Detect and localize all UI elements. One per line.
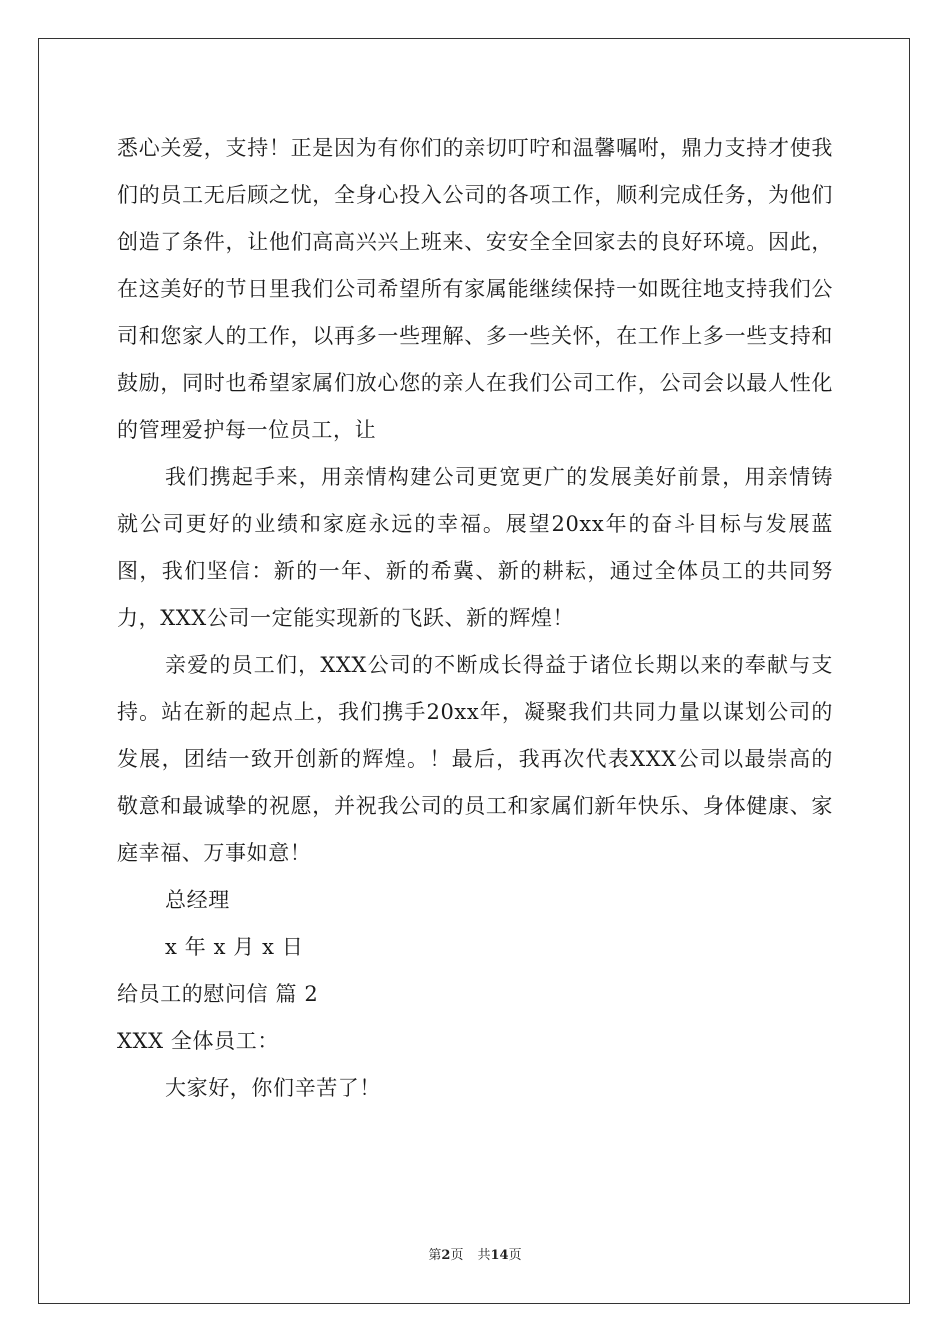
date-line: x 年 x 月 x 日 [165, 935, 304, 959]
total-prefix: 共 [477, 1248, 491, 1263]
paragraph-1: 悉心关爱，支持！正是因为有你们的亲切叮咛和温馨嘱咐，鼎力支持才使我们的员工无后顾之忧，全身心投入公司的各项工作，顺利完成任务，为他们创造了条件，让他们高高兴兴上班来、安安全全回家去的良好环境。因此，在这美好的节日里我们公司希望所有家属能继续保持一如既往地支持我们公司和您家人的工作，以再多一些理解、多一些关怀，在工作上多一些支持和鼓励，同时也希望家属们放心您的亲人在我们公司工作，公司会以最人性化的管理爱护每一位员工，让 [117, 136, 833, 442]
paragraph-2: 我们携起手来，用亲情构建公司更宽更广的发展美好前景，用亲情铸就公司更好的业绩和家庭永远的幸福。展望20xx年的奋斗目标与发展蓝图，我们坚信：新的一年、新的希冀、新的耕耘，通过全体员工的共同努力，XXX公司一定能实现新的飞跃、新的辉煌！ [117, 465, 833, 630]
signature: 总经理 [165, 888, 230, 912]
total-pages: 14 [490, 1248, 509, 1263]
page-footer [0, 1248, 950, 1264]
page-number: 2 [441, 1248, 451, 1263]
salutation: XXX 全体员工： [117, 1029, 279, 1053]
total-suffix: 页 [508, 1248, 522, 1263]
section-title: 给员工的慰问信 篇 2 [117, 982, 319, 1006]
document-body [117, 125, 833, 1112]
page-prefix: 第 [428, 1248, 442, 1263]
greeting: 大家好，你们辛苦了！ [165, 1076, 381, 1100]
paragraph-3: 亲爱的员工们，XXX公司的不断成长得益于诸位长期以来的奉献与支持。站在新的起点上，我们携手20xx年，凝聚我们共同力量以谋划公司的发展，团结一致开创新的辉煌。！最后，我再次代表XXX公司以最崇高的敬意和最诚挚的祝愿，并祝我公司的员工和家属们新年快乐、身体健康、家庭幸福、万事如意！ [117, 653, 833, 865]
page-suffix: 页 [450, 1248, 464, 1263]
